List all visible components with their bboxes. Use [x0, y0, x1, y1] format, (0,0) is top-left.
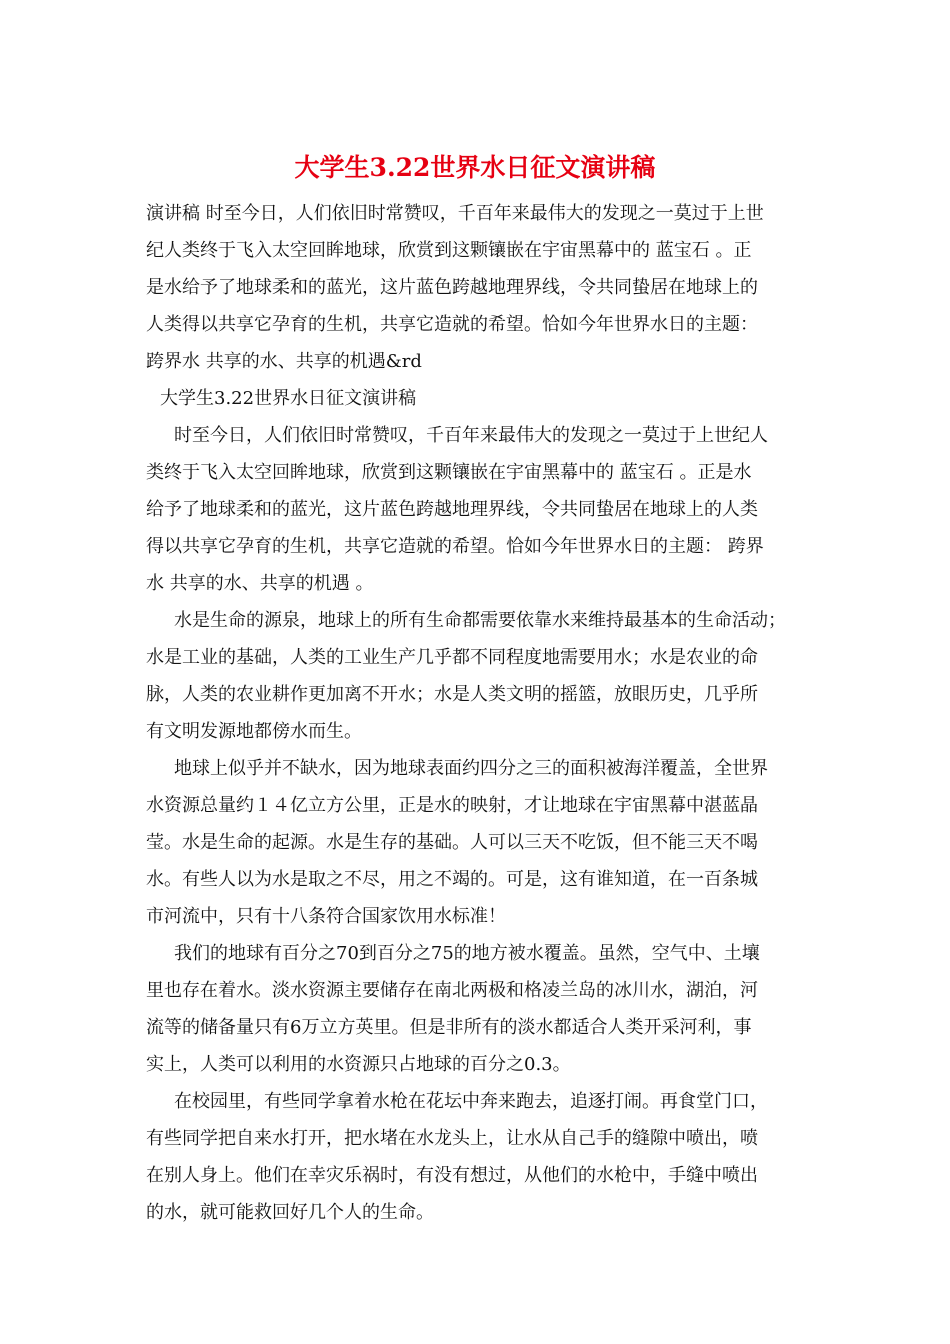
text-line: 里也存在着水。淡水资源主要储存在南北两极和格凌兰岛的冰川水，湖泊，河 — [146, 980, 758, 1001]
text-line: 类终于飞入太空回眸地球，欣赏到这颗镶嵌在宇宙黑幕中的 蓝宝石 。正是水 — [146, 462, 752, 483]
text-line: 市河流中，只有十八条符合国家饮用水标准！ — [146, 906, 506, 927]
text-line: 纪人类终于飞入太空回眸地球，欣赏到这颗镶嵌在宇宙黑幕中的 蓝宝石 。正 — [146, 240, 752, 261]
paragraph-start: 地球上似乎并不缺水，因为地球表面约四分之三的面积被海洋覆盖，全世界 — [174, 758, 768, 779]
text-line: 演讲稿 时至今日，人们依旧时常赞叹，千百年来最伟大的发现之一莫过于上世 — [146, 203, 764, 224]
text-line: 在别人身上。他们在幸灾乐祸时，有没有想过，从他们的水枪中，手缝中喷出 — [146, 1165, 758, 1186]
paragraph-start: 我们的地球有百分之70到百分之75的地方被水覆盖。虽然，空气中、土壤 — [174, 943, 760, 964]
document-body — [146, 195, 814, 1231]
paragraph-start: 在校园里，有些同学拿着水枪在花坛中奔来跑去，追逐打闹。再食堂门口， — [174, 1091, 768, 1112]
text-line: 给予了地球柔和的蓝光，这片蓝色跨越地理界线，令共同蛰居在地球上的人类 — [146, 499, 758, 520]
text-line: 水。有些人以为水是取之不尽，用之不竭的。可是，这有谁知道，在一百条城 — [146, 869, 758, 890]
text-line: 的水，就可能救回好几个人的生命。 — [146, 1202, 434, 1223]
paragraph-start: 水是生命的源泉，地球上的所有生命都需要依靠水来维持最基本的生命活动； — [174, 610, 786, 631]
text-line: 有些同学把自来水打开，把水堵在水龙头上，让水从自己手的缝隙中喷出，喷 — [146, 1128, 758, 1149]
section-heading: 大学生3.22世界水日征文演讲稿 — [160, 388, 417, 409]
text-line: 脉，人类的农业耕作更加离不开水；水是人类文明的摇篮，放眼历史，几乎所 — [146, 684, 758, 705]
paragraph-start: 时至今日，人们依旧时常赞叹，千百年来最伟大的发现之一莫过于上世纪人 — [174, 425, 768, 446]
text-line: 跨界水 共享的水、共享的机遇&rd — [146, 351, 422, 372]
text-line: 莹。水是生命的起源。水是生存的基础。人可以三天不吃饭，但不能三天不喝 — [146, 832, 758, 853]
text-line: 有文明发源地都傍水而生。 — [146, 721, 362, 742]
text-line: 是水给予了地球柔和的蓝光，这片蓝色跨越地理界线，令共同蛰居在地球上的 — [146, 277, 758, 298]
text-line: 水是工业的基础，人类的工业生产几乎都不同程度地需要用水；水是农业的命 — [146, 647, 758, 668]
text-line: 得以共享它孕育的生机，共享它造就的希望。恰如今年世界水日的主题： 跨界 — [146, 536, 764, 557]
text-line: 流等的储备量只有6万立方英里。但是非所有的淡水都适合人类开采河利，事 — [146, 1017, 752, 1038]
document-title: 大学生3.22世界水日征文演讲稿 — [294, 153, 656, 182]
text-line: 实上，人类可以利用的水资源只占地球的百分之0.3。 — [146, 1054, 571, 1075]
text-line: 水资源总量约１４亿立方公里，正是水的映射，才让地球在宇宙黑幕中湛蓝晶 — [146, 795, 758, 816]
text-line: 人类得以共享它孕育的生机，共享它造就的希望。恰如今年世界水日的主题： — [146, 314, 758, 335]
text-line: 水 共享的水、共享的机遇 。 — [146, 573, 374, 594]
